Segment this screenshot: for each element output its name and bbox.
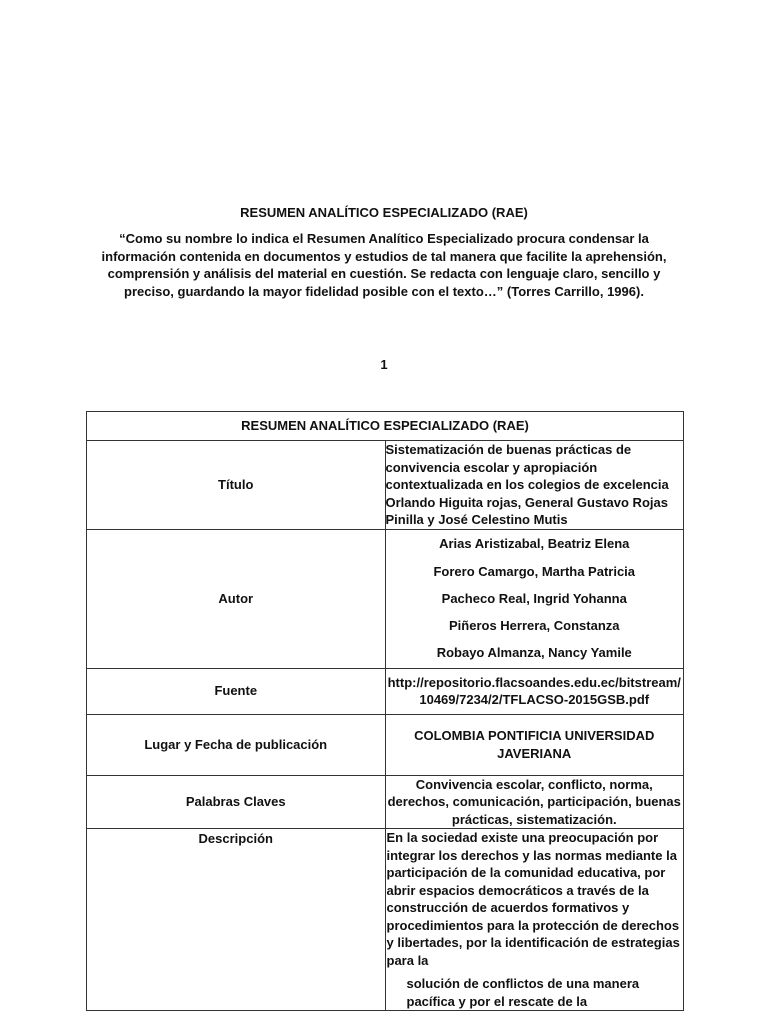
label-autor: Autor xyxy=(87,529,386,668)
table-row-autor xyxy=(87,529,684,668)
rae-table xyxy=(86,411,684,1011)
author-name: Robayo Almanza, Nancy Yamile xyxy=(436,645,632,661)
author-name: Arias Aristizabal, Beatriz Elena xyxy=(439,536,630,552)
value-descripcion xyxy=(385,829,684,1011)
value-palabras: Convivencia escolar, conflicto, norma, derechos, comunicación, participación, buenas prácticas, sistematización. xyxy=(385,775,684,829)
author-name: Pacheco Real, Ingrid Yohanna xyxy=(441,590,627,606)
label-lugar: Lugar y Fecha de publicación xyxy=(87,714,386,775)
table-row-descripcion xyxy=(87,829,684,1011)
value-autor xyxy=(385,529,684,668)
label-fuente: Fuente xyxy=(87,668,386,714)
page-number: 1 xyxy=(380,357,388,372)
value-titulo: Sistematización de buenas prácticas de convivencia escolar y apropiación contextualizada en los colegios de excelencia Orlando Higuita rojas, General Gustavo Rojas Pinilla y José Celestino Mutis xyxy=(385,441,684,530)
table-header-row xyxy=(87,412,684,441)
document-title: RESUMEN ANALÍTICO ESPECIALIZADO (RAE) xyxy=(240,205,528,220)
value-lugar: COLOMBIA PONTIFICIA UNIVERSIDAD JAVERIANA xyxy=(385,714,684,775)
value-fuente: http://repositorio.flacsoandes.edu.ec/bitstream/10469/7234/2/TFLACSO-2015GSB.pdf xyxy=(385,668,684,714)
description-paragraph: En la sociedad existe una preocupación por integrar los derechos y las normas mediante la participación de la comunidad educativa, por abrir espacios democráticos a través de la construcción de acuerdos formativos y procedimientos para la protección de derechos y libertades, por la identificación de estrategias para la xyxy=(386,830,680,968)
label-descripcion: Descripción xyxy=(87,829,386,1011)
author-name: Forero Camargo, Martha Patricia xyxy=(433,563,636,579)
table-row-lugar xyxy=(87,714,684,775)
table-row-fuente xyxy=(87,668,684,714)
table-row-palabras xyxy=(87,775,684,829)
description-paragraph: solución de conflictos de una manera pacífica y por el rescate de la xyxy=(406,976,640,1009)
label-titulo: Título xyxy=(87,441,386,530)
table-row-titulo xyxy=(87,441,684,530)
table-header: RESUMEN ANALÍTICO ESPECIALIZADO (RAE) xyxy=(87,412,684,441)
author-name: Piñeros Herrera, Constanza xyxy=(448,618,620,634)
label-palabras: Palabras Claves xyxy=(87,775,386,829)
intro-quote: “Como su nombre lo indica el Resumen Analítico Especializado procura condensar la información contenida en documentos y estudios de tal manera que facilite la aprehensión, comprensión y análisis del material en cuestión. Se redacta con lenguaje claro, sencillo y preciso, guardando la mayor fidelidad posible con el texto…” (Torres Carrillo, 1996). xyxy=(101,231,667,299)
